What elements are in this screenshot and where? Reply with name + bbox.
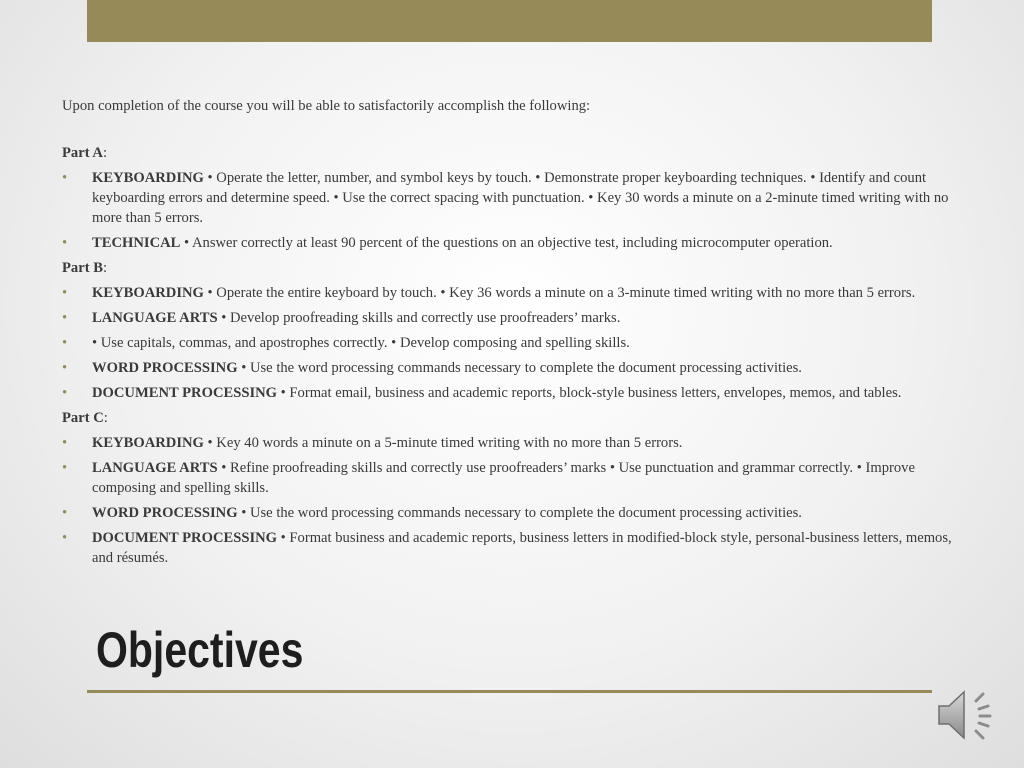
top-accent-bar bbox=[87, 0, 932, 42]
list-item bbox=[62, 528, 967, 568]
part-label: Part A bbox=[62, 145, 103, 161]
speaker-icon[interactable] bbox=[936, 684, 1006, 746]
list-item bbox=[62, 308, 967, 328]
bullet-marker: • bbox=[62, 310, 68, 326]
list-item bbox=[62, 283, 967, 303]
item-text: • Operate the entire keyboard by touch. • Key 36 words a minute on a 3-minute timed writing with no more than 5 errors. bbox=[203, 285, 916, 301]
item-text: • Answer correctly at least 90 percent of the questions on an objective test, including microcomputer operation. bbox=[180, 235, 833, 251]
bullet-marker: • bbox=[62, 505, 68, 521]
item-heading: KEYBOARDING bbox=[92, 285, 204, 301]
objective-list bbox=[62, 283, 967, 403]
part-heading bbox=[62, 143, 967, 163]
title-underline bbox=[87, 690, 932, 693]
item-heading: LANGUAGE ARTS bbox=[92, 310, 218, 326]
item-text: • Refine proofreading skills and correctly use proofreaders’ marks • Use punctuation and grammar correctly. • Improve composing and spelling skills. bbox=[92, 460, 915, 496]
item-text: • Key 40 words a minute on a 5-minute timed writing with no more than 5 errors. bbox=[203, 435, 683, 451]
bullet-marker: • bbox=[62, 335, 68, 351]
item-text: • Operate the letter, number, and symbol keys by touch. • Demonstrate proper keyboarding techniques. • Identify and count keyboarding errors and determine speed. • Use the correct spacing with punctuation. • Key 30 words a minute on a 2-minute timed writing with no more than 5 errors. bbox=[92, 170, 949, 226]
list-item bbox=[62, 358, 967, 378]
objective-list bbox=[62, 168, 967, 253]
item-text: • Use the word processing commands necessary to complete the document processing activities. bbox=[237, 360, 802, 376]
item-heading: TECHNICAL bbox=[92, 235, 181, 251]
part-heading bbox=[62, 408, 967, 428]
item-text: • Format email, business and academic reports, block-style business letters, envelopes, memos, and tables. bbox=[277, 385, 902, 401]
part-label: Part C bbox=[62, 410, 104, 426]
part-heading bbox=[62, 258, 967, 278]
list-item bbox=[62, 383, 967, 403]
item-heading: DOCUMENT PROCESSING bbox=[92, 530, 278, 546]
item-heading: WORD PROCESSING bbox=[92, 360, 238, 376]
part-label: Part B bbox=[62, 260, 103, 276]
item-heading: WORD PROCESSING bbox=[92, 505, 238, 521]
list-item bbox=[62, 503, 967, 523]
list-item bbox=[62, 168, 967, 228]
bullet-marker: • bbox=[62, 235, 68, 251]
item-heading: DOCUMENT PROCESSING bbox=[92, 385, 278, 401]
list-item bbox=[62, 333, 967, 353]
part-label-suffix: : bbox=[102, 145, 107, 161]
bullet-marker: • bbox=[62, 285, 68, 301]
item-text: • Use the word processing commands necessary to complete the document processing activities. bbox=[237, 505, 802, 521]
item-text: • Use capitals, commas, and apostrophes correctly. • Develop composing and spelling skills. bbox=[92, 335, 630, 351]
list-item bbox=[62, 433, 967, 453]
item-heading: KEYBOARDING bbox=[92, 170, 204, 186]
item-heading: LANGUAGE ARTS bbox=[92, 460, 218, 476]
objective-list bbox=[62, 433, 967, 568]
list-item bbox=[62, 233, 967, 253]
bullet-marker: • bbox=[62, 530, 68, 546]
item-text: • Format business and academic reports, business letters in modified-block style, personal-business letters, memos, and résumés. bbox=[92, 530, 952, 566]
bullet-marker: • bbox=[62, 435, 68, 451]
part-label-suffix: : bbox=[102, 260, 107, 276]
item-heading: KEYBOARDING bbox=[92, 435, 204, 451]
item-text: • Develop proofreading skills and correctly use proofreaders’ marks. bbox=[217, 310, 621, 326]
intro-text: Upon completion of the course you will be able to satisfactorily accomplish the following: bbox=[62, 98, 591, 114]
bullet-marker: • bbox=[62, 385, 68, 401]
list-item bbox=[62, 458, 967, 498]
slide-title: Objectives bbox=[96, 622, 304, 678]
slide-body bbox=[62, 96, 967, 573]
bullet-marker: • bbox=[62, 170, 68, 186]
bullet-marker: • bbox=[62, 360, 68, 376]
parts-container bbox=[62, 143, 967, 568]
bullet-marker: • bbox=[62, 460, 68, 476]
part-label-suffix: : bbox=[103, 410, 108, 426]
